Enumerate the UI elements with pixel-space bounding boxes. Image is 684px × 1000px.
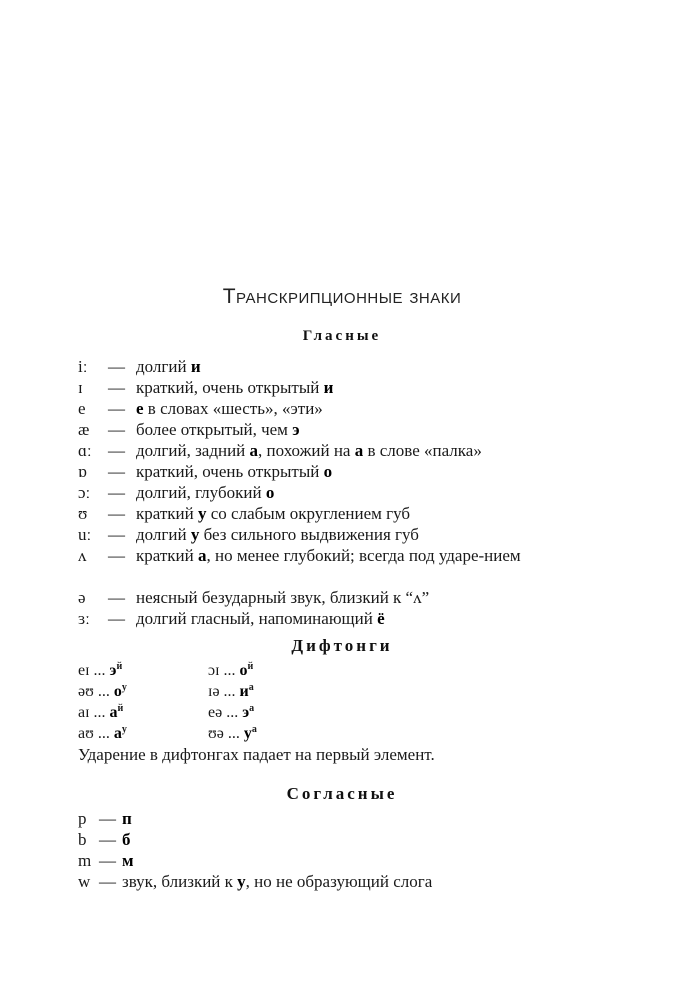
ipa-symbol: æ [78,420,90,439]
vowel-row [78,398,598,419]
ipa-symbol: ʊ [78,504,88,523]
ipa-symbol: ɪ [78,378,83,397]
bold-letter: у [237,872,246,891]
diphthong-glide: а [248,682,254,693]
diphthong-cell: ʊə ... $у^а$ [208,724,257,742]
ipa-symbol: ɜː [78,609,90,628]
diphthong-row [78,660,498,681]
bold-letter: у [190,525,200,544]
consonant-description [122,808,132,829]
vowel-row [78,608,598,629]
vowel-description: краткий а, но менее глубокий; всегда под ударе-нием [136,546,521,565]
consonant-row [78,808,598,829]
vowel-description: долгий и [136,357,201,376]
vowel-description: долгий, глубокий о [136,483,275,502]
vowel-description: более открытый, чем э [136,420,300,439]
ipa-symbol: ɑː [78,441,92,460]
diphthong-cell: ɪə ... $и^а$ [208,682,254,700]
bold-letter: а [198,546,207,565]
bold-letter: м [122,851,134,870]
bold-letter: и [323,378,334,397]
bold-letter: э [292,420,300,439]
ipa-symbol: p [78,809,87,828]
vowel-row [78,545,598,587]
dash: — [108,504,125,523]
consonant-row [78,829,598,850]
vowel-description: долгий гласный, напоминающий ё [136,609,385,628]
bold-letter: и [190,357,201,376]
vowel-description: долгий у без сильного выдвижения губ [136,525,419,544]
diphthong-glide: а [249,703,255,714]
dash: — [108,399,125,418]
vowel-row [78,440,598,461]
diphthong-cell: aʊ ... $а^у$ [78,724,127,742]
vowel-description: неясный безударный звук, близкий к “ʌ” [136,588,430,607]
diphthong-glide: й [247,661,254,672]
diphthong-cell: eə ... $э^а$ [208,703,255,721]
ipa-symbol: w [78,872,91,891]
vowel-list [78,356,598,629]
consonants-heading: Согласные [286,784,398,803]
ipa-symbol: ɔː [78,483,91,502]
vowel-description: краткий, очень открытый и [136,378,334,397]
dash: — [108,483,125,502]
dash: — [99,809,116,828]
consonant-row [78,850,598,871]
diphthong-row [78,681,498,702]
consonant-description: звук, близкий к у, но не образующий слога [122,872,433,891]
ipa-symbol: m [78,851,92,870]
vowel-row [78,524,598,545]
bold-letter: б [122,830,131,849]
diphthong-russian: о [239,662,248,679]
vowel-row [78,461,598,482]
vowel-description: е в словах «шесть», «эти» [136,399,323,418]
bold-letter: ё [377,609,385,628]
diphthong-glide: у [121,724,127,735]
diphthong-russian: и [239,683,249,700]
diphthong-cell: ɔɪ ... $о^й$ [208,661,254,679]
diphthong-cell: əʊ ... $о^у$ [78,682,127,700]
vowel-row [78,587,598,608]
bold-letter: а [354,441,364,460]
vowel-row [78,482,598,503]
dash: — [108,525,125,544]
vowel-row [78,503,598,524]
dash: — [108,420,125,439]
bold-letter: у [198,504,207,523]
dash: — [108,462,125,481]
vowel-row [78,419,598,440]
ipa-symbol: uː [78,525,92,544]
vowel-description: краткий, очень открытый о [136,462,333,481]
diphthong-note: Ударение в дифтонгах падает на первый элемент. [78,745,435,764]
dash: — [108,588,125,607]
dash: — [99,851,116,870]
diphthong-russian: у [243,725,252,742]
diphthongs-heading: Дифтонги [291,636,393,655]
bold-letter: о [265,483,275,502]
vowel-description: краткий у со слабым округлением губ [136,504,411,523]
vowel-row [78,377,598,398]
diphthong-row [78,702,498,723]
ipa-symbol: ʌ [78,546,87,565]
diphthong-glide: у [121,682,127,693]
dash: — [108,357,125,376]
bold-letter: п [122,809,132,828]
bold-letter: е [136,399,144,418]
vowel-description: долгий, задний а, похожий на а в слове «палка» [136,441,482,460]
diphthong-russian: э [242,704,250,721]
bold-letter: а [249,441,259,460]
diphthong-glide: й [117,703,124,714]
diphthong-russian: а [113,725,122,742]
dash: — [99,830,116,849]
vowels-heading: Гласные [302,328,382,344]
diphthong-russian: э [109,662,117,679]
ipa-symbol: b [78,830,87,849]
ipa-symbol: ə [78,588,86,607]
consonant-list [78,808,598,892]
diphthong-russian: а [109,704,118,721]
page-title: Транскрипционные знаки [222,285,462,308]
consonant-description [122,850,134,871]
diphthong-cell: aɪ ... $а^й$ [78,703,124,721]
diphthong-glide: а [251,724,257,735]
dash: — [108,546,125,565]
bold-letter: о [323,462,333,481]
consonant-description [122,829,131,850]
diphthong-russian: о [113,683,122,700]
dash: — [99,872,116,891]
diphthong-cell: eɪ ... $э^й$ [78,661,123,679]
diphthong-grid [78,660,498,744]
dash: — [108,609,125,628]
ipa-symbol: ɒ [78,462,87,481]
diphthong-glide: й [116,661,123,672]
ipa-symbol: e [78,399,86,418]
dash: — [108,378,125,397]
vowel-row [78,356,598,377]
dash: — [108,441,125,460]
consonant-row [78,871,598,892]
diphthong-row [78,723,498,744]
ipa-symbol: iː [78,357,88,376]
